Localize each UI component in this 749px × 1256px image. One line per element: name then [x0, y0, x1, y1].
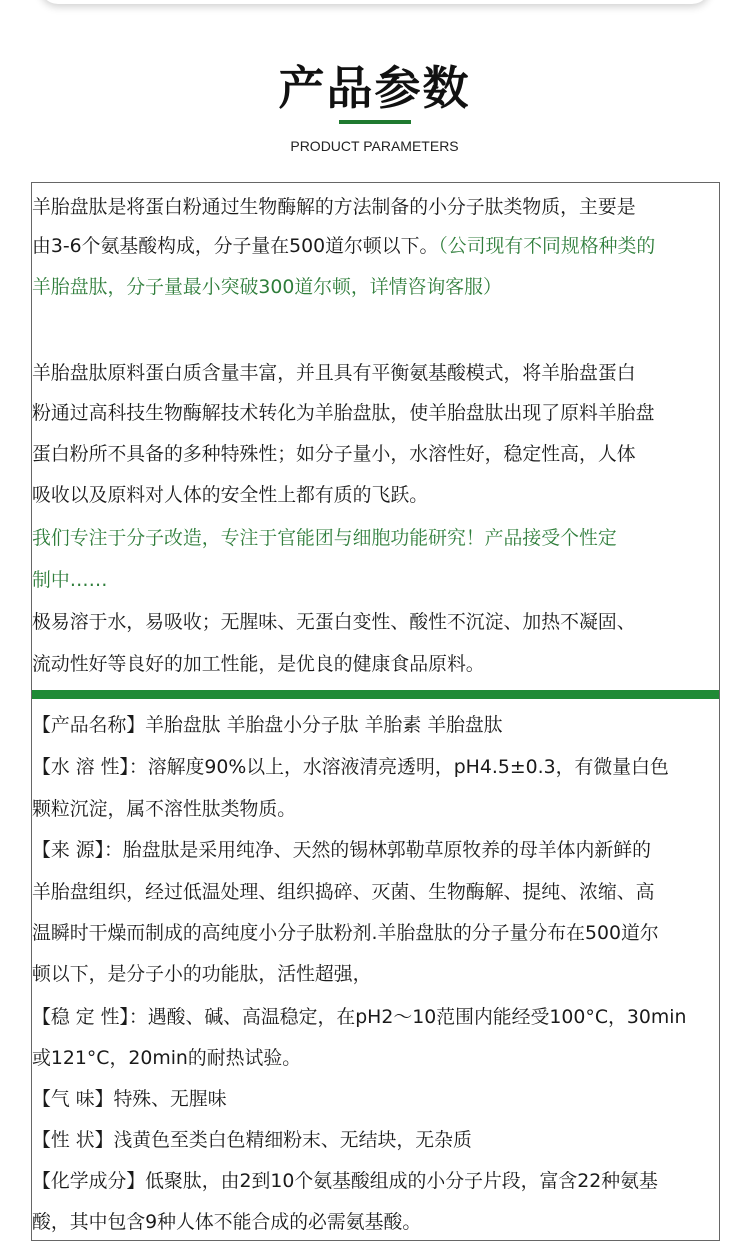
param-line: 【来 源】：胎盘肽是采用纯净、天然的锡林郭勒草原牧养的母羊体内新鲜的: [32, 839, 651, 861]
intro-highlight: （公司现有不同规格种类的: [438, 235, 656, 257]
intro-line: 极易溶于水，易吸收；无腥味、无蛋白变性、酸性不沉淀、加热不凝固、: [32, 611, 636, 633]
param-line: 羊胎盘组织，经过低温处理、组织捣碎、灭菌、生物酶解、提纯、浓缩、高: [32, 881, 655, 903]
title-underline: [339, 120, 411, 124]
intro-line: 我们专注于分子改造，专注于官能团与细胞功能研究！产品接受个性定: [32, 527, 617, 549]
param-line: 顿以下，是分子小的功能肽，活性超强，: [32, 963, 372, 985]
parameters-box: [31, 182, 720, 1241]
param-line: 【产品名称】羊胎盘肽 羊胎盘小分子肽 羊胎素 羊胎盘肽: [32, 714, 503, 736]
param-line: 颗粒沉淀，属不溶性肽类物质。: [32, 798, 297, 820]
param-line: 酸，其中包含9种人体不能合成的必需氨基酸。: [32, 1211, 422, 1233]
intro-line: 羊胎盘肽，分子量最小突破300道尔顿，详情咨询客服）: [32, 276, 502, 298]
intro-line: 由3-6个氨基酸构成，分子量在500道尔顿以下。（公司现有不同规格种类的: [32, 235, 656, 257]
intro-line: 蛋白粉所不具备的多种特殊性；如分子量小，水溶性好，稳定性高，人体: [32, 443, 636, 465]
param-line: 【化学成分】低聚肽，由2到10个氨基酸组成的小分子片段，富含22种氨基: [32, 1170, 658, 1192]
param-line: 【稳 定 性】：遇酸、碱、高温稳定，在pH2～10范围内能经受100°C，30min: [32, 1006, 687, 1028]
intro-line: 流动性好等良好的加工性能，是优良的健康食品原料。: [32, 653, 485, 675]
param-line: 【气 味】特殊、无腥味: [32, 1088, 227, 1110]
intro-line: 吸收以及原料对人体的安全性上都有质的飞跃。: [32, 484, 429, 506]
intro-line: 制中……: [32, 569, 108, 591]
param-line: 温瞬时干燥而制成的高纯度小分子肽粉剂.羊胎盘肽的分子量分布在500道尔: [32, 922, 659, 944]
page-subtitle: PRODUCT PARAMETERS: [290, 138, 459, 154]
intro-line: 粉通过高科技生物酶解技术转化为羊胎盘肽，使羊胎盘肽出现了原料羊胎盘: [32, 402, 655, 424]
param-line: 【性 状】浅黄色至类白色精细粉末、无结块，无杂质: [32, 1129, 472, 1151]
intro-line: 羊胎盘肽是将蛋白粉通过生物酶解的方法制备的小分子肽类物质，主要是: [32, 196, 636, 218]
page-title: 产品参数: [278, 61, 471, 115]
section-divider: [32, 690, 720, 699]
param-line: 或121°C，20min的耐热试验。: [32, 1047, 302, 1069]
param-line: 【水 溶 性】：溶解度90%以上，水溶液清亮透明，pH4.5±0.3，有微量白色: [32, 756, 669, 778]
top-card-edge: [40, 0, 710, 4]
intro-line: 羊胎盘肽原料蛋白质含量丰富，并且具有平衡氨基酸模式，将羊胎盘蛋白: [32, 362, 636, 384]
